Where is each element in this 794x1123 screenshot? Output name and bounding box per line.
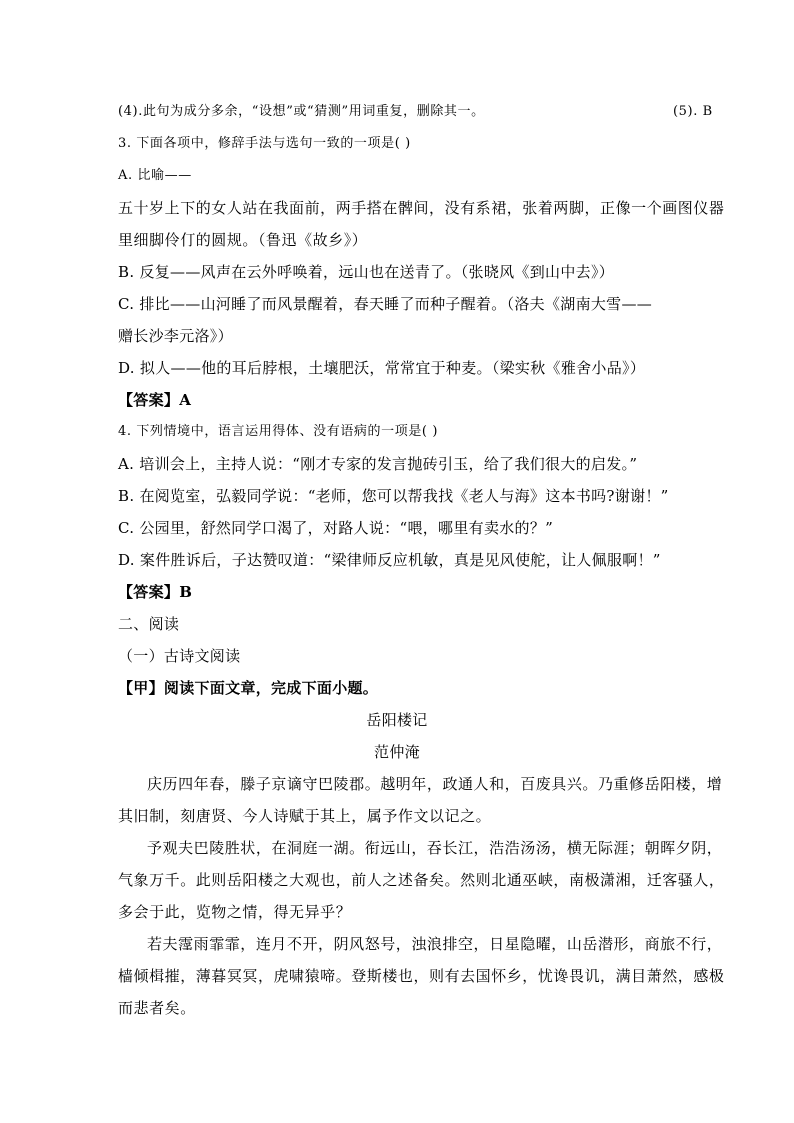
question-3-option-a-text-line2: 里细脚伶仃的圆规。（鲁迅《故乡》） [118, 231, 368, 249]
subsection-heading-classical: （一）古诗文阅读 [118, 647, 241, 665]
q5-answer: (5). B [673, 104, 713, 119]
essay-paragraph-1-line2: 其旧制，刻唐贤、今人诗赋于其上，属予作文以记之。 [118, 807, 492, 825]
question-3-stem: 3. 下面各项中，修辞手法与选句一致的一项是( ) [118, 136, 411, 151]
question-3-answer: 【答案】A [118, 391, 192, 409]
q4-answer-explanation: (4).此句为成分多余，“设想”或“猜测”用词重复，删除其一。 [118, 104, 485, 119]
passage-jia-intro: 【甲】阅读下面文章，完成下面小题。 [118, 679, 379, 697]
question-3-option-d: D. 拟人——他的耳后脖根，土壤肥沃，常常宜于种麦。（梁实秋《雅舍小品》） [118, 359, 646, 377]
question-4-option-b: B. 在阅览室，弘毅同学说：“老师，您可以帮我找《老人与海》这本书吗?谢谢！” [118, 487, 669, 505]
essay-paragraph-3-line3: 而悲者矣。 [118, 999, 196, 1017]
essay-paragraph-2-line1: 予观夫巴陵胜状，在洞庭一湖。衔远山，吞长江，浩浩汤汤，横无际涯；朝晖夕阴， [147, 839, 723, 857]
essay-paragraph-2-line3: 多会于此，览物之情，得无异乎？ [118, 903, 352, 921]
essay-paragraph-3-line1: 若夫霪雨霏霏，连月不开，阴风怒号，浊浪排空，日星隐曜，山岳潜形，商旅不行， [147, 935, 723, 953]
question-4-option-c: C. 公园里，舒然同学口渴了，对路人说：“喂，哪里有卖水的？” [118, 519, 554, 537]
essay-paragraph-3-line2: 樯倾楫摧，薄暮冥冥，虎啸猿啼。登斯楼也，则有去国怀乡，忧谗畏讥，满目萧然，感极 [118, 967, 725, 985]
essay-paragraph-2-line2: 气象万千。此则岳阳楼之大观也，前人之述备矣。然则北通巫峡，南极潇湘，迁客骚人， [118, 871, 725, 889]
question-3-option-b: B. 反复——风声在云外呼唤着，远山也在送青了。（张晓风《到山中去》） [118, 263, 615, 281]
question-4-option-a: A. 培训会上，主持人说：“刚才专家的发言抛砖引玉，给了我们很大的启发。” [118, 455, 638, 473]
question-4-stem: 4. 下列情境中，语言运用得体、没有语病的一项是( ) [118, 424, 439, 439]
question-3-option-c-line2: 赠长沙李元洛》） [118, 327, 233, 345]
question-3-option-c-line1: C. 排比——山河睡了而风景醒着，春天睡了而种子醒着。（洛夫《湖南大雪—— [118, 295, 653, 313]
question-4-answer: 【答案】B [118, 583, 193, 601]
essay-title: 岳阳楼记 [366, 711, 428, 729]
essay-paragraph-1-line1: 庆历四年春，滕子京谪守巴陵郡。越明年，政通人和，百废具兴。乃重修岳阳楼，增 [147, 775, 723, 793]
question-3-option-a-head: A. 比喻—— [118, 168, 192, 183]
question-4-option-d: D. 案件胜诉后，子达赞叹道：“梁律师反应机敏，真是见风使舵，让人佩服啊！” [118, 551, 661, 569]
section-heading-reading: 二、阅读 [118, 615, 180, 633]
essay-author: 范仲淹 [374, 743, 420, 761]
question-3-option-a-text-line1: 五十岁上下的女人站在我面前，两手搭在髀间，没有系裙，张着两脚，正像一个画图仪器 [118, 199, 725, 217]
q4-answer-text [118, 102, 713, 122]
